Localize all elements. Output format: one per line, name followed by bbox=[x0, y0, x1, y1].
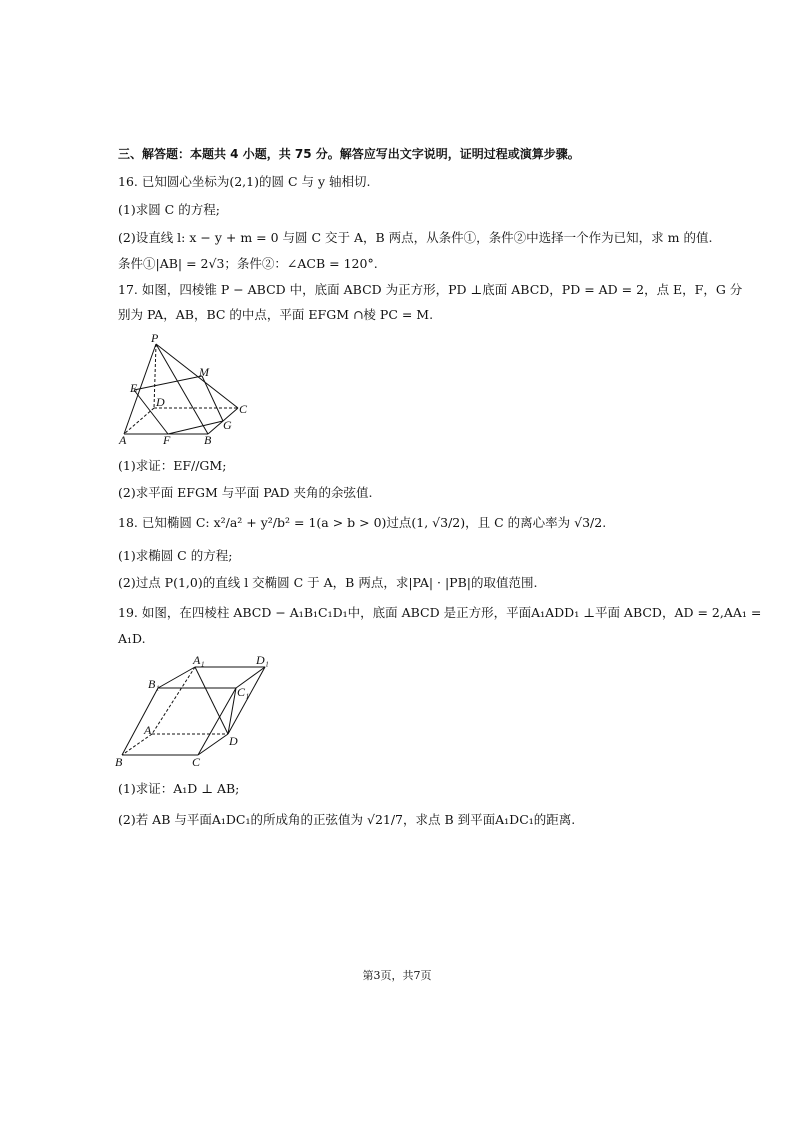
q17-part2: (2)求平面 EFGM 与平面 PAD 夹角的余弦值. bbox=[118, 485, 373, 500]
q19-label-c: C bbox=[192, 755, 201, 769]
q19-label-a1: A₁ bbox=[193, 653, 205, 667]
q18-part2: (2)过点 P(1,0)的直线 l 交椭圆 C 于 A，B 两点，求|PA| · |PB|的取值范围. bbox=[118, 575, 538, 590]
q17-label-f: F bbox=[163, 433, 171, 447]
q19-label-c1: C₁ bbox=[237, 685, 250, 699]
q19-stem-line1: 19. 如图，在四棱柱 ABCD − A₁B₁C₁D₁中，底面 ABCD 是正方形，平面A₁ADD₁ ⊥平面 ABCD，AD = 2,AA₁ = bbox=[118, 605, 762, 620]
q17-stem-line1: 17. 如图，四棱锥 P − ABCD 中，底面 ABCD 为正方形，PD ⊥底面 ABCD，PD = AD = 2，点 E，F，G 分 bbox=[118, 282, 743, 297]
q18-stem: 18. 已知椭圆 C: x²/a² + y²/b² = 1(a > b > 0)过点(1, √3/2)，且 C 的离心率为 √3/2. bbox=[118, 515, 607, 530]
q17-part1: (1)求证：EF//GM; bbox=[118, 458, 227, 473]
q18-part1: (1)求椭圆 C 的方程; bbox=[118, 548, 233, 563]
section-header: 三、解答题：本题共 4 小题，共 75 分。解答应写出文字说明，证明过程或演算步骤。 bbox=[118, 147, 580, 161]
q19-label-d: D bbox=[229, 734, 238, 748]
q17-label-d: D bbox=[156, 395, 165, 409]
q17-label-m: M bbox=[199, 365, 209, 379]
q16-conditions: 条件①|AB| = 2√3；条件②：∠ACB = 120°. bbox=[118, 256, 378, 271]
q19-label-b1: B₁ bbox=[148, 677, 160, 691]
q16-stem: 16. 已知圆心坐标为(2,1)的圆 C 与 y 轴相切. bbox=[118, 174, 371, 189]
q19-label-b: B bbox=[115, 755, 123, 769]
q19-part2: (2)若 AB 与平面A₁DC₁的所成角的正弦值为 √21/7，求点 B 到平面A₁DC₁的距离. bbox=[118, 812, 576, 827]
q17-label-p: P bbox=[151, 331, 159, 345]
page-footer: 第3页，共7页 bbox=[362, 969, 432, 982]
q19-label-d1: D₁ bbox=[256, 653, 269, 667]
q19-stem-line2: A₁D. bbox=[118, 631, 146, 646]
q16-part1: (1)求圆 C 的方程; bbox=[118, 202, 220, 217]
q17-label-e: E bbox=[130, 381, 138, 395]
q16-part2: (2)设直线 l: x − y + m = 0 与圆 C 交于 A，B 两点，从条件①，条件②中选择一个作为已知，求 m 的值. bbox=[118, 230, 713, 245]
q17-label-c: C bbox=[239, 402, 248, 416]
q19-part1: (1)求证：A₁D ⊥ AB; bbox=[118, 781, 240, 796]
q19-prism-figure bbox=[110, 650, 285, 775]
q17-label-g: G bbox=[223, 418, 232, 432]
q17-stem-line2: 别为 PA，AB，BC 的中点，平面 EFGM ∩棱 PC = M. bbox=[118, 307, 434, 322]
q17-label-b: B bbox=[204, 433, 212, 447]
q17-label-a: A bbox=[119, 433, 127, 447]
q19-label-a: A bbox=[144, 723, 152, 737]
q17-pyramid-figure bbox=[110, 330, 260, 448]
